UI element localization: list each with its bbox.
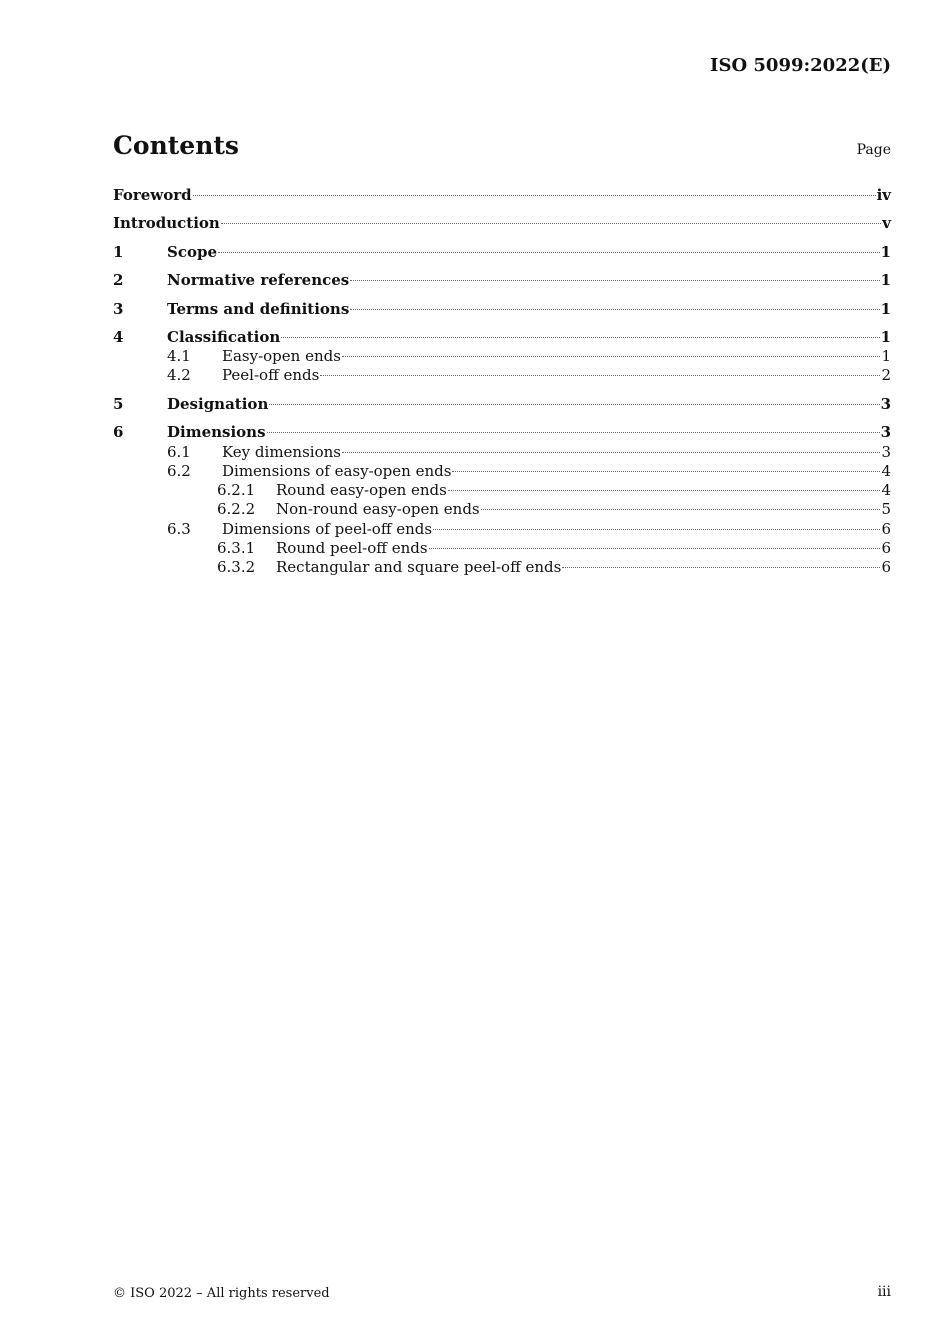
toc-entry-non-round-easy-open-ends[interactable] [113, 499, 891, 519]
toc-label: Dimensions of easy-open ends [222, 462, 452, 480]
toc-label: Classification [167, 328, 281, 346]
toc-label: Dimensions [167, 423, 266, 441]
toc-entry-peel-off-ends[interactable] [113, 365, 891, 385]
toc-entry-foreword[interactable] [113, 185, 891, 205]
toc-leader-dots [342, 452, 880, 453]
toc-page: 1 [880, 243, 891, 261]
toc-number: 4.1 [167, 347, 191, 365]
toc-label: Peel-off ends [222, 366, 320, 384]
toc-number: 6.1 [167, 443, 191, 461]
toc-number: 6.3 [167, 520, 191, 538]
toc-entry-key-dimensions[interactable] [113, 442, 891, 462]
footer-page-number: iii [877, 1284, 891, 1300]
toc-number: 4.2 [167, 366, 191, 384]
toc-entry-round-peel-off-ends[interactable] [113, 538, 891, 558]
toc-page: 1 [880, 328, 891, 346]
toc-number: 6.3.1 [217, 539, 256, 557]
toc-page: 1 [880, 271, 891, 289]
toc-entry-easy-open-ends[interactable] [113, 346, 891, 366]
toc-leader-dots [452, 471, 880, 472]
toc-label: Key dimensions [222, 443, 341, 461]
toc-label: Dimensions of peel-off ends [222, 520, 433, 538]
toc-page: 6 [881, 520, 891, 538]
toc-leader-dots [342, 356, 881, 357]
toc-entry-dimensions-of-easy-open-ends[interactable] [113, 461, 891, 481]
toc-entry-introduction[interactable] [113, 213, 891, 233]
toc-leader-dots [320, 375, 880, 376]
toc-number: 6 [113, 423, 124, 441]
toc-label: Terms and definitions [167, 300, 350, 318]
toc-leader-dots [481, 509, 881, 510]
toc-label: Designation [167, 395, 269, 413]
toc-label: Round easy-open ends [276, 481, 447, 499]
toc-page: 6 [881, 558, 891, 576]
toc-label: Normative references [167, 271, 350, 289]
toc-page: v [882, 214, 891, 232]
page-column-label: Page [856, 142, 891, 158]
toc-entry-rectangular-and-square-peel-off-ends[interactable] [113, 557, 891, 577]
toc-leader-dots [221, 223, 881, 224]
toc-page: 2 [881, 366, 891, 384]
toc-page: 5 [881, 500, 891, 518]
toc-number: 5 [113, 395, 124, 413]
toc-label: Easy-open ends [222, 347, 341, 365]
toc-page: 1 [881, 347, 891, 365]
toc-leader-dots [562, 567, 880, 568]
toc-page: 1 [880, 300, 891, 318]
toc-leader-dots [433, 529, 880, 530]
toc-page: 4 [881, 481, 891, 499]
toc-number: 1 [113, 243, 124, 261]
toc-entry-scope[interactable] [113, 242, 891, 262]
toc-leader-dots [193, 195, 876, 196]
toc-entry-dimensions-of-peel-off-ends[interactable] [113, 519, 891, 539]
toc-leader-dots [448, 490, 881, 491]
toc-number: 3 [113, 300, 124, 318]
toc-page: iv [876, 186, 891, 204]
toc-label: Introduction [113, 214, 220, 232]
toc-page: 3 [880, 423, 891, 441]
toc-leader-dots [269, 404, 879, 405]
page-title: Contents [113, 131, 240, 160]
toc-page: 3 [880, 395, 891, 413]
toc-leader-dots [350, 309, 879, 310]
toc-leader-dots [429, 548, 881, 549]
toc-label: Non-round easy-open ends [276, 500, 480, 518]
toc-label: Scope [167, 243, 218, 261]
toc-leader-dots [350, 280, 879, 281]
toc-entry-round-easy-open-ends[interactable] [113, 480, 891, 500]
document-id: ISO 5099:2022(E) [710, 55, 891, 76]
toc-entry-terms-and-definitions[interactable] [113, 299, 891, 319]
toc-number: 4 [113, 328, 124, 346]
toc-leader-dots [281, 337, 879, 338]
toc-leader-dots [267, 432, 880, 433]
toc-entry-classification[interactable] [113, 327, 891, 347]
footer-copyright: © ISO 2022 – All rights reserved [113, 1286, 330, 1301]
toc-leader-dots [218, 252, 880, 253]
toc-number: 6.2.1 [217, 481, 256, 499]
toc-number: 6.2.2 [217, 500, 256, 518]
toc-number: 6.2 [167, 462, 191, 480]
toc-entry-normative-references[interactable] [113, 270, 891, 290]
toc-number: 2 [113, 271, 124, 289]
toc-entry-dimensions[interactable] [113, 422, 891, 442]
toc-page: 6 [881, 539, 891, 557]
toc-label: Foreword [113, 186, 192, 204]
toc-entry-designation[interactable] [113, 394, 891, 414]
toc-number: 6.3.2 [217, 558, 256, 576]
toc-label: Round peel-off ends [276, 539, 428, 557]
toc-label: Rectangular and square peel-off ends [276, 558, 562, 576]
toc-page: 3 [881, 443, 891, 461]
toc-page: 4 [881, 462, 891, 480]
